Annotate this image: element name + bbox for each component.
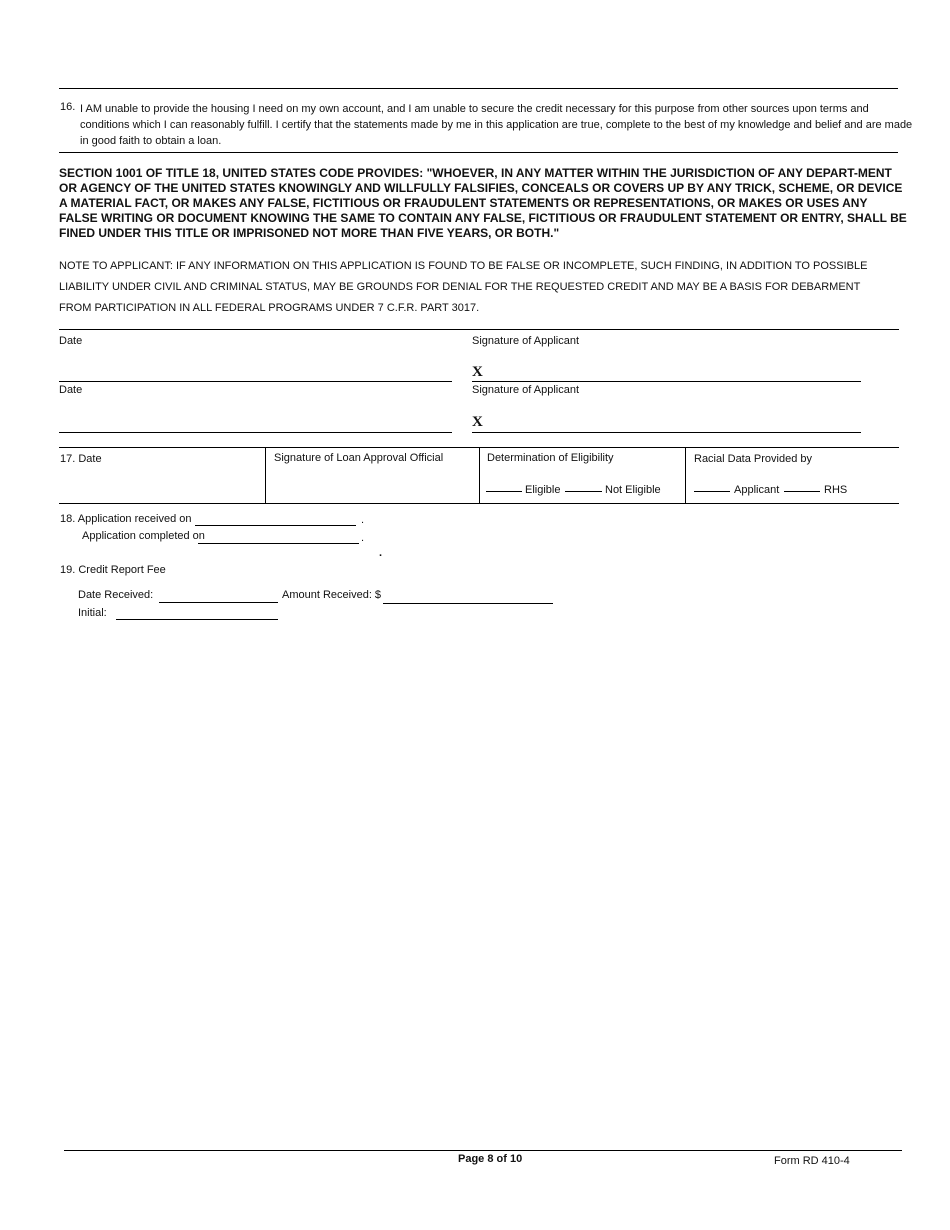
date-label-1: Date [59,335,83,347]
not-eligible-check-line[interactable] [565,491,602,492]
signature-label-1: Signature of Applicant [472,335,580,347]
received-period: . [361,514,365,526]
signature-x-mark-2: X [472,414,483,430]
item17-divider-3 [685,448,686,503]
item17-divider-1 [265,448,266,503]
date-received-field[interactable] [159,602,278,603]
applicant-check-line[interactable] [694,491,730,492]
date-field-2[interactable] [59,432,452,433]
not-eligible-option-label: Not Eligible [605,484,661,496]
eligibility-label: Determination of Eligibility [487,452,614,464]
item17-bottom-rule [59,503,899,504]
signature-block-top-rule [59,329,899,330]
amount-received-label: Amount Received: $ [282,589,382,601]
page-number: Page 8 of 10 [458,1153,523,1165]
top-rule [59,88,898,89]
rhs-check-line[interactable] [784,491,820,492]
applicant-option-label: Applicant [734,484,780,496]
eligible-check-line[interactable] [486,491,522,492]
rhs-option-label: RHS [824,484,848,496]
amount-received-field[interactable] [383,603,553,604]
eligible-option-label: Eligible [525,484,561,496]
item16-text: I AM unable to provide the housing I need on my own account, and I am unable to secure the credit necessary for this purpose from other sources upon terms and conditions which I can reasonably fulfill. I certify that the statements made by me in this application are true, complete to the best of my knowledge and belief and are made in good faith to obtain a loan. [80,103,913,147]
application-received-label: 18. Application received on [60,513,192,525]
item17-date-label: 17. Date [60,453,102,465]
item17-divider-2 [479,448,480,503]
application-received-field[interactable] [195,525,356,526]
date-label-2: Date [59,384,83,396]
form-number: Form RD 410-4 [774,1155,850,1167]
false-statement-warning: SECTION 1001 OF TITLE 18, UNITED STATES CODE PROVIDES: "WHOEVER, IN ANY MATTER WITHIN THE JURISDICTION OF ANY DEPART-MENT OR AGENCY OF THE UNITED STATES KNOWINGLY AND WILLFULLY FALSIFIES, CONCEALS OR COVERS UP BY ANY TRICK, SCHEME, OR DEVICE A MATERIAL FACT, OR MAKES ANY FALSE, FICTITIOUS OR FRAUDULENT STATEMENTS OR REPRESENTATIONS, OR MAKES OR USES ANY FALSE WRITING OR DOCUMENT KNOWING THE SAME TO CONTAIN ANY FALSE, FICTITIOUS OR FRAUDULENT STATEMENT OR ENTRY, SHALL BE FINED UNDER THIS TITLE OR IMPRISONED NOT MORE THAN FIVE YEARS, OR BOTH." [59,166,907,240]
application-completed-label: Application completed on [82,530,205,542]
initial-field[interactable] [116,619,278,620]
signature-field-1[interactable] [472,381,861,382]
date-field-1[interactable] [59,381,452,382]
initial-label: Initial: [78,607,107,619]
signature-field-2[interactable] [472,432,861,433]
racial-data-label: Racial Data Provided by [694,453,813,465]
completed-period: . [361,532,365,544]
item16-number: 16. [60,101,76,113]
signature-label-2: Signature of Applicant [472,384,580,396]
footer-rule [64,1150,902,1151]
credit-report-fee-title: 19. Credit Report Fee [60,564,166,576]
loan-official-signature-label: Signature of Loan Approval Official [274,452,444,464]
note-to-applicant: NOTE TO APPLICANT: IF ANY INFORMATION ON THIS APPLICATION IS FOUND TO BE FALSE OR INCOMPLETE, SUCH FINDING, IN ADDITION TO POSSIBLE LIABILITY UNDER CIVIL AND CRIMINAL STATUS, MAY BE GROUNDS FOR DENIAL FOR THE REQUESTED CREDIT AND MAY BE A BASIS FOR DEBARMENT FROM PARTICIPATION IN ALL FEDERAL PROGRAMS UNDER 7 C.F.R. PART 3017. [59,260,868,314]
stray-dot: . [379,547,383,559]
signature-x-mark-1: X [472,364,483,380]
application-completed-field[interactable] [198,543,359,544]
item16-rule [59,152,898,153]
date-received-label: Date Received: [78,589,154,601]
